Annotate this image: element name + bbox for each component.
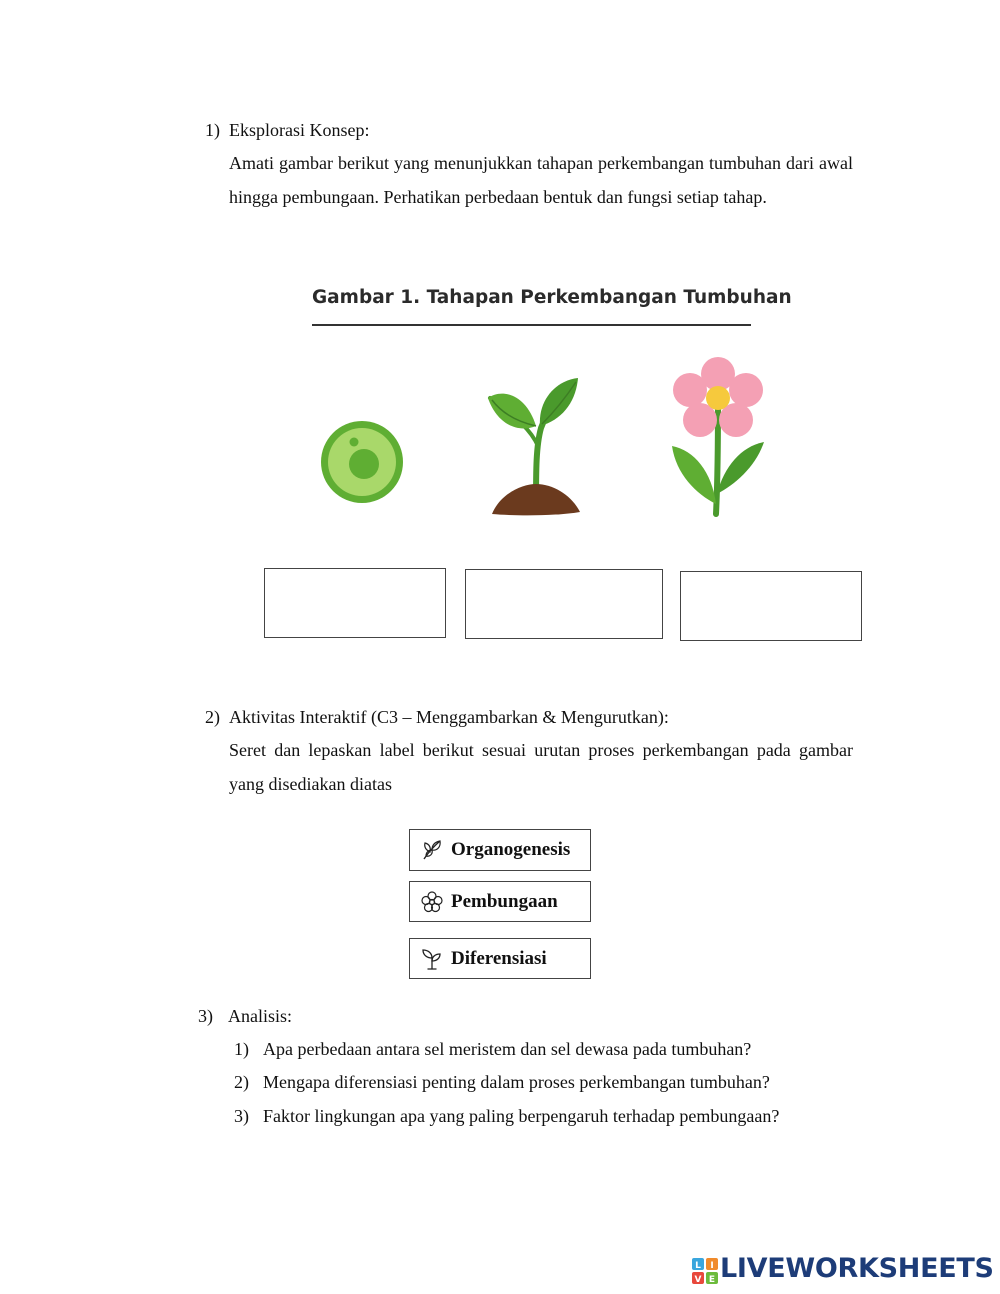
section-1-paragraph: Amati gambar berikut yang menunjukkan tahapan perkembangan tumbuhan dari awal hingga pembungaan. Perhatikan perbedaan bentuk dan fungsi setiap tahap.	[229, 153, 853, 207]
brand-name[interactable]: LIVEWORKSHEETS	[720, 1253, 994, 1284]
flower-icon	[666, 354, 770, 518]
liveworksheets-logo-icon	[692, 1258, 718, 1284]
question-text: Faktor lingkungan apa yang paling berpengaruh terhadap pembungaan?	[263, 1106, 780, 1126]
drag-label-text: Pembungaan	[451, 890, 558, 912]
drag-label-pembungaan[interactable]	[409, 881, 591, 922]
question-number: 1)	[234, 1039, 249, 1059]
drag-label-text: Organogenesis	[451, 839, 571, 860]
drop-box-stage-2[interactable]	[465, 569, 663, 639]
section-2-paragraph: Seret dan lepaskan label berikut sesuai urutan proses perkembangan pada gambar yang disediakan diatas	[229, 740, 853, 794]
section-1-number: 1)	[205, 120, 220, 140]
leaf-icon	[421, 839, 443, 861]
question-text: Apa perbedaan antara sel meristem dan sel dewasa pada tumbuhan?	[263, 1039, 752, 1059]
drop-box-stage-3[interactable]	[680, 571, 862, 641]
figure-title-underline	[312, 324, 751, 326]
seedling-icon	[421, 948, 443, 970]
section-2-title: Aktivitas Interaktif (C3 – Menggambarkan & Mengurutkan):	[229, 707, 669, 727]
section-2-number: 2)	[205, 707, 220, 727]
cell-icon	[318, 418, 406, 506]
figure-title: Gambar 1. Tahapan Perkembangan Tumbuhan	[312, 287, 792, 308]
section-3-title: Analisis:	[228, 1006, 293, 1026]
drop-box-stage-1[interactable]	[264, 568, 446, 638]
question-number: 2)	[234, 1072, 249, 1092]
section-3-number: 3)	[198, 1006, 213, 1026]
drag-label-diferensiasi[interactable]	[409, 938, 591, 979]
sprout-icon	[486, 376, 584, 518]
section-1-title: Eksplorasi Konsep:	[229, 120, 370, 140]
logo-letter: I	[710, 1261, 714, 1271]
question-text: Mengapa diferensiasi penting dalam proses perkembangan tumbuhan?	[263, 1072, 770, 1092]
logo-letter: V	[694, 1275, 702, 1284]
question-number: 3)	[234, 1106, 249, 1126]
flower-outline-icon	[421, 891, 443, 913]
logo-letter: L	[695, 1261, 701, 1271]
logo-letter: E	[708, 1275, 716, 1284]
drag-label-organogenesis[interactable]	[409, 829, 591, 871]
drag-label-text: Diferensiasi	[451, 947, 547, 969]
